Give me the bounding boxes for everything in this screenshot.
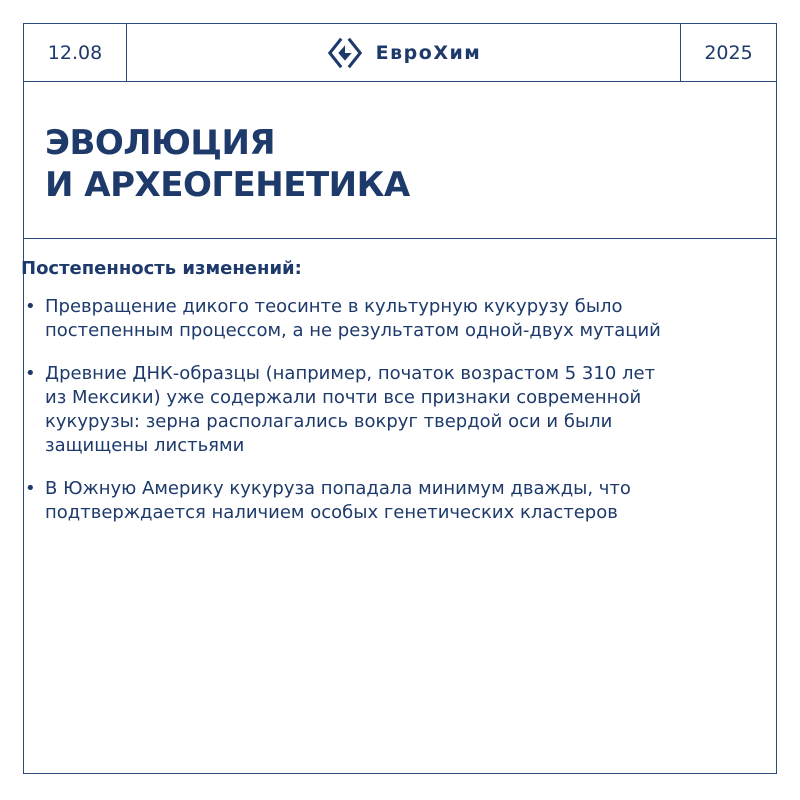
year-label: 2025 — [680, 24, 776, 81]
header-bar — [24, 24, 776, 82]
bullet-dot-icon: • — [25, 363, 36, 384]
list-item — [21, 295, 665, 343]
page-title — [45, 122, 410, 206]
list-item — [21, 362, 665, 458]
list-item-text: Превращение дикого теосинте в культурную кукурузу было постепенным процессом, а не результатом одной-двух мутаций — [45, 296, 661, 341]
title-section — [24, 82, 776, 239]
title-line-1: ЭВОЛЮЦИЯ — [45, 123, 276, 163]
section-subheading: Постепенность изменений: — [21, 258, 302, 279]
content-section — [21, 258, 721, 544]
brand-name: ЕвроХим — [375, 41, 482, 64]
bullet-dot-icon: • — [25, 478, 36, 499]
brand-logo — [127, 24, 680, 81]
list-item-text: В Южную Америку кукуруза попадала минимум дважды, что подтверждается наличием особых генетических кластеров — [45, 478, 631, 523]
bullet-dot-icon: • — [25, 296, 36, 317]
title-line-2: И АРХЕОГЕНЕТИКА — [45, 165, 410, 205]
eurochem-logo-icon — [326, 34, 364, 72]
bullet-list — [21, 295, 721, 525]
date-label: 12.08 — [24, 24, 127, 81]
list-item-text: Древние ДНК-образцы (например, початок возрастом 5 310 лет из Мексики) уже содержали почти все признаки современной кукурузы: зерна располагались вокруг твердой оси и были защищены листьями — [45, 363, 656, 456]
list-item — [21, 477, 665, 525]
